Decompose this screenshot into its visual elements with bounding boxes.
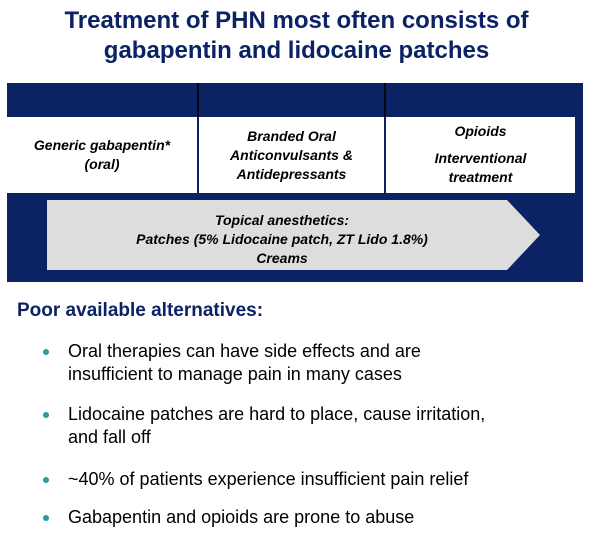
- header-divider: [197, 83, 199, 117]
- title-line-1: Treatment of PHN most often consists of: [64, 7, 529, 34]
- cell-text: Opioids: [454, 123, 507, 139]
- arrow-text-line: Patches (5% Lidocaine patch, ZT Lido 1.8%): [136, 231, 428, 247]
- list-item: [68, 340, 583, 386]
- list-item-text: Gabapentin and opioids are prone to abuse: [68, 507, 415, 527]
- cell-text: Antidepressants: [236, 165, 347, 182]
- header-divider: [384, 83, 386, 117]
- bullet-dot-icon: [43, 477, 49, 483]
- list-item-text: Lidocaine patches are hard to place, cause irritation,: [68, 404, 486, 424]
- list-item: [68, 403, 583, 449]
- list-item-text: insufficient to manage pain in many cases: [68, 364, 402, 384]
- cell-text: Anticonvulsants &: [230, 146, 353, 163]
- cell-generic-gabapentin: [7, 117, 197, 193]
- cell-text: Interventional: [434, 150, 527, 166]
- cell-branded-oral: [199, 117, 384, 193]
- treatment-table: [7, 83, 583, 282]
- arrow-text-line: Creams: [256, 250, 308, 266]
- arrow-text-line: Topical anesthetics:: [214, 212, 350, 228]
- slide-title: [0, 6, 593, 66]
- title-line-2: gabapentin and lidocaine patches: [103, 37, 490, 64]
- cell-text: treatment: [448, 169, 513, 185]
- list-item: [68, 468, 583, 491]
- list-item-text: Oral therapies can have side effects and are: [68, 341, 421, 361]
- cell-text: Branded Oral: [247, 127, 336, 144]
- list-item: [68, 506, 583, 529]
- bullet-dot-icon: [43, 412, 49, 418]
- topical-arrow-label: [47, 211, 517, 268]
- list-item-text: and fall off: [68, 427, 151, 447]
- alternatives-heading: Poor available alternatives:: [17, 300, 264, 321]
- cell-text: Generic gabapentin*: [33, 137, 171, 153]
- list-item-text: ~40% of patients experience insufficient pain relief: [68, 469, 469, 489]
- cell-text: (oral): [84, 156, 120, 172]
- bullet-dot-icon: [43, 515, 49, 521]
- bullet-dot-icon: [43, 349, 49, 355]
- cell-opioids-interventional: [386, 117, 575, 193]
